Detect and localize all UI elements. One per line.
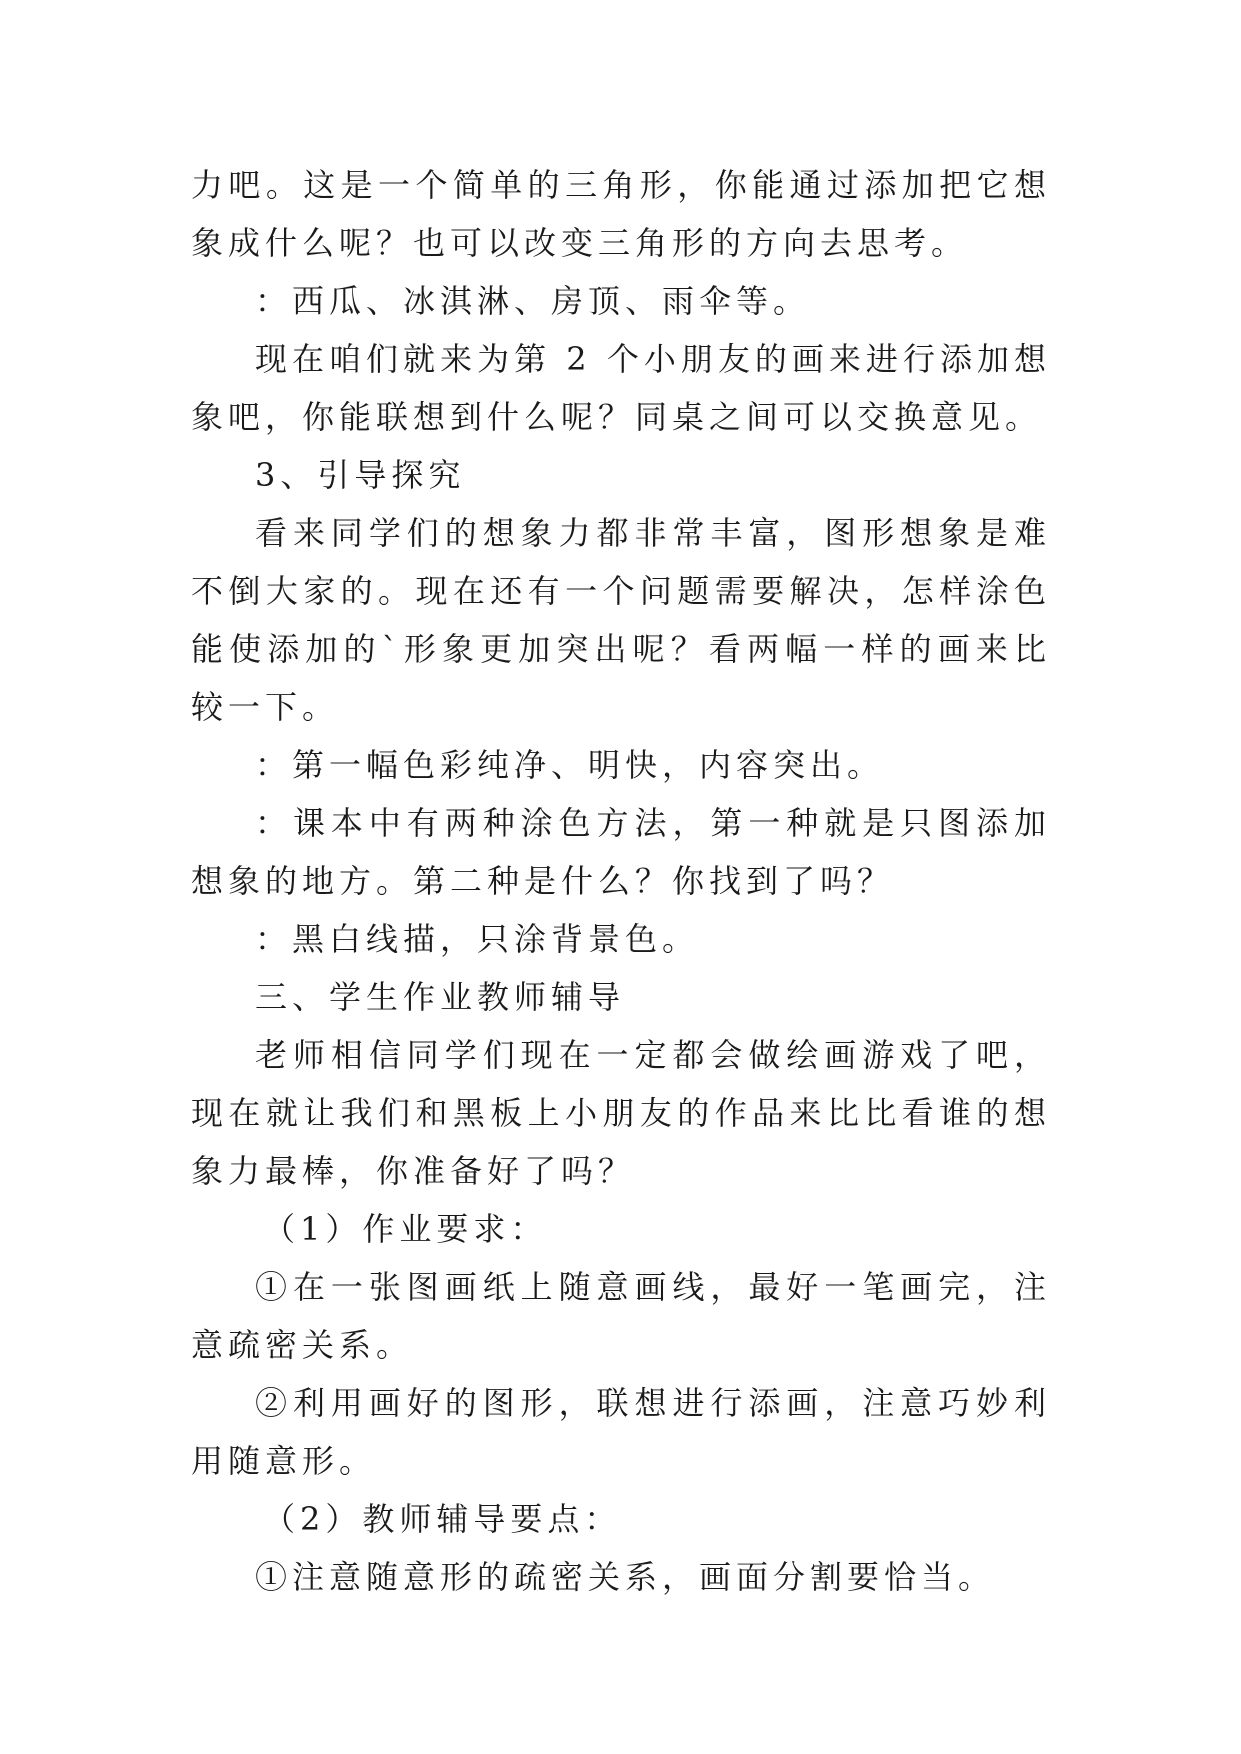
paragraph-line-drawing: ：黑白线描，只涂背景色。: [255, 920, 700, 958]
section-heading-guided-exploration: 3、引导探究: [255, 456, 466, 494]
section-heading-homework: 三、学生作业教师辅导: [255, 978, 626, 1016]
list-item-tutoring-point-1: ①注意随意形的疏密关系，画面分割要恰当。: [255, 1558, 996, 1596]
list-item-requirement-1: ①在一张图画纸上随意画线，最好一笔画完，注意疏密关系。: [191, 1268, 1051, 1364]
paragraph-answer-examples: ：西瓜、冰淇淋、房顶、雨伞等。: [255, 282, 811, 320]
list-item-requirement-2: ②利用画好的图形，联想进行添画，注意巧妙利用随意形。: [191, 1384, 1051, 1480]
subheading-tutoring-points: （2）教师辅导要点：: [263, 1500, 622, 1538]
paragraph-second-drawing: 现在咱们就来为第 2 个小朋友的画来进行添加想象吧，你能联想到什么呢？同桌之间可以交换意见。: [191, 340, 1051, 436]
paragraph-first-picture: ：第一幅色彩纯净、明快，内容突出。: [255, 746, 885, 784]
paragraph-coloring-question: 看来同学们的想象力都非常丰富，图形想象是难不倒大家的。现在还有一个问题需要解决，怎样涂色能使添加的`形象更加突出呢？看两幅一样的画来比较一下。: [191, 514, 1051, 726]
paragraph-continuation: 力吧。这是一个简单的三角形，你能通过添加把它想象成什么呢？也可以改变三角形的方向去思考。: [191, 166, 1051, 262]
paragraph-coloring-methods: ：课本中有两种涂色方法，第一种就是只图添加想象的地方。第二种是什么？你找到了吗？: [191, 804, 1051, 900]
document-body: [191, 156, 1051, 1606]
paragraph-teacher-trust: 老师相信同学们现在一定都会做绘画游戏了吧，现在就让我们和黑板上小朋友的作品来比比看谁的想象力最棒，你准备好了吗？: [191, 1036, 1051, 1190]
subheading-homework-requirements: （1）作业要求：: [263, 1210, 548, 1248]
